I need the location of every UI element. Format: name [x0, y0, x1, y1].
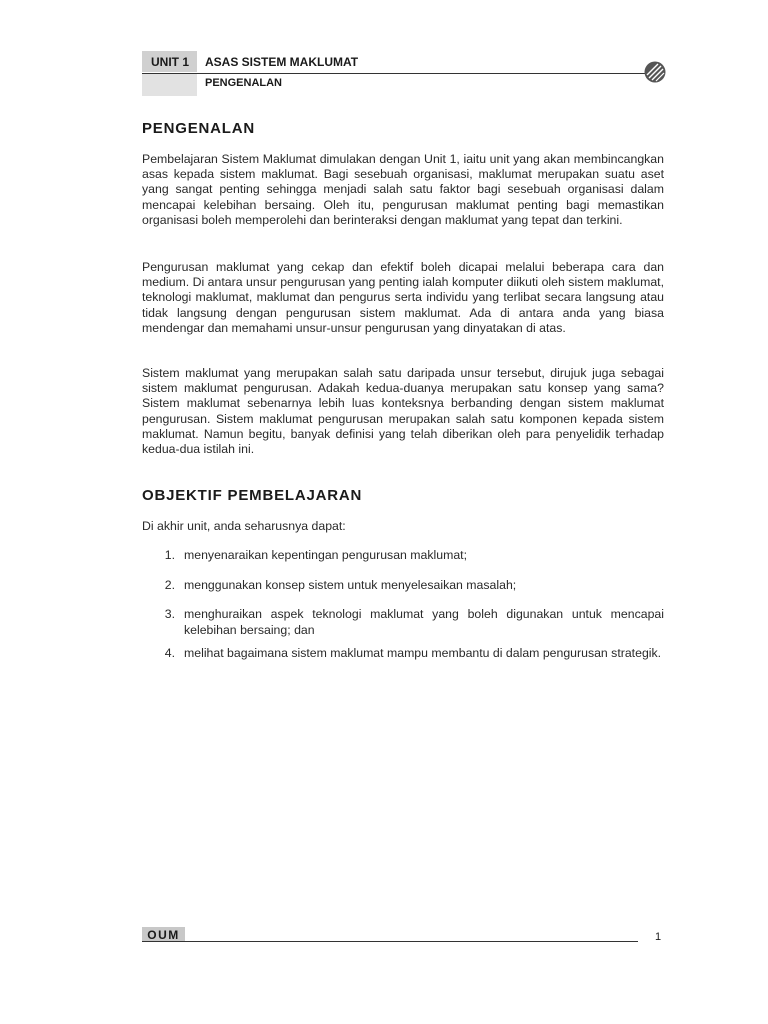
objective-text: melihat bagaimana sistem maklumat mampu membantu di dalam pengurusan strategik. [184, 646, 662, 660]
objective-number: 1. [164, 548, 175, 562]
objective-text: menggunakan konsep sistem untuk menyelesaikan masalah; [184, 578, 517, 592]
objective-text: menghuraikan aspek teknologi maklumat yang boleh digunakan untuk mencapai kelebihan bersaing; dan [184, 607, 664, 637]
objective-number: 4. [164, 646, 175, 660]
section-heading-pengenalan: PENGENALAN [142, 120, 256, 137]
intro-paragraph-2: Pengurusan maklumat yang cekap dan efektif boleh dicapai melalui beberapa cara dan medium. Di antara unsur pengurusan yang penting ialah komputer diikuti oleh sistem maklumat, teknologi maklumat, maklumat dan pengurus serta individu yang terlibat secara langsung atau tidak langsung dengan pengurusan sistem maklumat. Ada di antara anda yang biasa mendengar dan memahami unsur-unsur pengurusan yang dinyatakan di atas. [142, 260, 664, 335]
header-rule [142, 73, 650, 74]
unit-label: UNIT 1 [142, 51, 197, 72]
unit-label-underbox [142, 73, 197, 96]
intro-paragraph-3: Sistem maklumat yang merupakan salah satu daripada unsur tersebut, dirujuk juga sebagai sistem maklumat pengurusan. Adakah kedua-duanya merupakan satu konsep yang sama? Sistem maklumat sebenarnya lebih luas konteksnya berbanding dengan sistem maklumat pengurusan. Sistem maklumat pengurusan merupakan salah satu komponen kepada sistem maklumat. Namun begitu, banyak definisi yang telah diberikan oleh para penyelidik terhadap kedua-dua istilah ini. [142, 366, 664, 457]
oum-globe-icon [644, 61, 666, 83]
objective-item [142, 607, 664, 638]
footer-brand: OUM [142, 927, 185, 942]
page-number: 1 [655, 931, 662, 943]
footer-rule [142, 941, 638, 942]
objective-item [142, 578, 664, 594]
objective-item [142, 646, 664, 662]
running-header-title: ASAS SISTEM MAKLUMAT [205, 55, 359, 69]
objectives-intro: Di akhir unit, anda seharusnya dapat: [142, 519, 346, 533]
objective-number: 3. [164, 607, 175, 621]
objective-number: 2. [164, 578, 175, 592]
objective-text: menyenaraikan kepentingan pengurusan maklumat; [184, 548, 468, 562]
intro-paragraph-1: Pembelajaran Sistem Maklumat dimulakan dengan Unit 1, iaitu unit yang akan membincangkan asas kepada sistem maklumat. Bagi sesebuah organisasi, maklumat merupakan suatu aset yang sangat penting sehingga menjadi salah satu faktor bagi sesebuah organisasi dalam mencapai kelebihan bersaing. Oleh itu, pengurusan maklumat penting bagi memastikan organisasi boleh memperolehi dan berinteraksi dengan maklumat yang tepat dan terkini. [142, 152, 664, 227]
section-heading-objektif: OBJEKTIF PEMBELAJARAN [142, 487, 363, 504]
running-header-subtitle: PENGENALAN [205, 77, 283, 89]
objective-item [142, 548, 664, 564]
